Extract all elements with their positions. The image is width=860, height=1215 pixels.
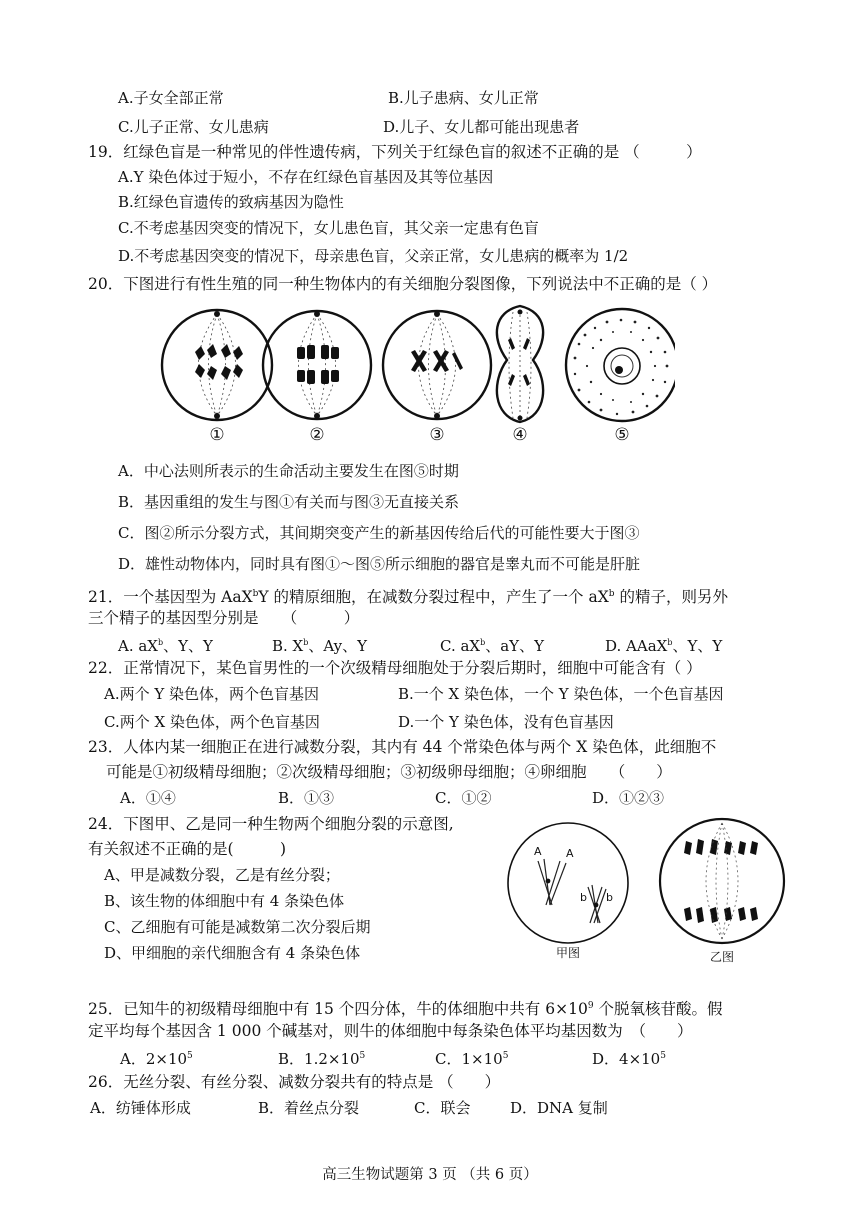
q22-option-b: B.一个 X 染色体，一个 Y 染色体，一个色盲基因 bbox=[398, 685, 724, 703]
q20-option-b: B．基因重组的发生与图①有关而与图③无直接关系 bbox=[118, 493, 460, 511]
q26-option-b: B．着丝点分裂 bbox=[258, 1099, 360, 1117]
cell-division-figure bbox=[155, 300, 675, 450]
q18-option-a: A.子女全部正常 bbox=[118, 89, 224, 107]
q25-option-d: D．$4\times 10^5$ bbox=[592, 1050, 666, 1068]
q25-option-a: A．$2\times 10^5$ bbox=[120, 1050, 193, 1068]
q25-option-c: C．$1\times 10^5$ bbox=[435, 1050, 509, 1068]
q21-option-d: D. AAaX$^b$、Y、Y bbox=[605, 637, 723, 655]
gene-label-b2: b bbox=[606, 891, 613, 904]
q18-option-c: C.儿子正常、女儿患病 bbox=[118, 118, 269, 136]
q21-stem-line1: 21．一个基因型为 AaX$^b$Y 的精原细胞，在减数分裂过程中，产生了一个 $aX^b$ 的精子，则另外 bbox=[88, 588, 728, 607]
q22-option-d: D.一个 Y 染色体，没有色盲基因 bbox=[398, 713, 614, 731]
q24-option-b: B、该生物的体细胞中有 4 条染色体 bbox=[104, 892, 345, 910]
q19-option-b: B.红绿色盲遗传的致病基因为隐性 bbox=[118, 193, 344, 211]
q18-option-b: B.儿子患病、女儿正常 bbox=[388, 89, 539, 107]
q21-stem-line2: 三个精子的基因型分别是 （ ） bbox=[88, 609, 360, 627]
q24-option-d: D、甲细胞的亲代细胞含有 4 条染色体 bbox=[104, 944, 361, 962]
q23-stem-line2: 可能是①初级精母细胞；②次级精母细胞；③初级卵母细胞；④卵细胞 （ ） bbox=[106, 763, 672, 781]
q21-option-b: B. $X^b$、Ay、Y bbox=[272, 637, 367, 655]
q20-stem: 20．下图进行有性生殖的同一种生物体内的有关细胞分裂图像，下列说法中不正确的是（ ） bbox=[88, 275, 718, 293]
q22-stem: 22．正常情况下，某色盲男性的一个次级精母细胞处于分裂后期时，细胞中可能含有（ ） bbox=[88, 659, 702, 677]
q22-option-a: A.两个 Y 染色体，两个色盲基因 bbox=[104, 685, 320, 703]
gene-label-A1: A bbox=[534, 845, 542, 858]
q20-option-a: A．中心法则所表示的生命活动主要发生在图⑤时期 bbox=[118, 462, 459, 480]
page-footer: 高三生物试题第 3 页 （共 6 页） bbox=[322, 1167, 538, 1183]
q23-stem-line1: 23．人体内某一细胞正在进行减数分裂，其内有 44 个常染色体与两个 X 染色体，此细胞不 bbox=[88, 738, 717, 756]
q20-option-c: C．图②所示分裂方式，其间期突变产生的新基因传给后代的可能性要大于图③ bbox=[118, 524, 640, 542]
q23-option-a: A．①④ bbox=[120, 789, 176, 807]
figure-label-5: ⑤ bbox=[614, 425, 630, 445]
q19-option-c: C.不考虑基因突变的情况下，女儿患色盲，其父亲一定患有色盲 bbox=[118, 219, 539, 237]
q24-option-a: A、甲是减数分裂，乙是有丝分裂； bbox=[104, 866, 340, 884]
q26-stem: 26．无丝分裂、有丝分裂、减数分裂共有的特点是 （ ） bbox=[88, 1073, 501, 1091]
q26-option-d: D．DNA 复制 bbox=[510, 1099, 608, 1117]
q26-option-c: C．联会 bbox=[414, 1099, 471, 1117]
fig-jia-label: 甲图 bbox=[555, 946, 581, 960]
figure-label-2: ② bbox=[309, 425, 325, 445]
figure-label-4: ④ bbox=[512, 425, 528, 445]
q20-option-d: D．雄性动物体内，同时具有图①～图⑤所示细胞的器官是睾丸而不可能是肝脏 bbox=[118, 555, 641, 573]
q19-option-d: D.不考虑基因突变的情况下，母亲患色盲，父亲正常，女儿患病的概率为 1/2 bbox=[118, 247, 629, 265]
q19-option-a: A.Y 染色体过于短小，不存在红绿色盲基因及其等位基因 bbox=[118, 168, 494, 186]
q26-option-a: A．纺锤体形成 bbox=[90, 1099, 191, 1117]
q18-option-d: D.儿子、女儿都可能出现患者 bbox=[383, 118, 580, 136]
fig-yi-label: 乙图 bbox=[709, 950, 735, 964]
figure-label-3: ③ bbox=[429, 425, 445, 445]
q25-stem-line1: 25．已知牛的初级精母细胞中有 15 个四分体，牛的体细胞中共有 $6\times 10^9$ 个脱氧核苷酸。假 bbox=[88, 1000, 723, 1019]
q21-option-c: C. $aX^b$、aY、Y bbox=[440, 637, 544, 655]
figure-label-1: ① bbox=[209, 425, 225, 445]
q23-option-d: D．①②③ bbox=[592, 789, 665, 807]
gene-label-A2: A bbox=[566, 847, 574, 860]
q21-option-a: A. $aX^b$、Y、Y bbox=[118, 637, 213, 655]
q19-stem: 19．红绿色盲是一种常见的伴性遗传病，下列关于红绿色盲的叙述不正确的是 （ ） bbox=[88, 143, 702, 161]
q25-stem-line2: 定平均每个基因含 1 000 个碱基对，则牛的体细胞中每条染色体平均基因数为 （ ） bbox=[88, 1022, 693, 1040]
q23-option-b: B．①③ bbox=[278, 789, 335, 807]
q23-option-c: C．①② bbox=[435, 789, 492, 807]
q24-option-c: C、乙细胞有可能是减数第二次分裂后期 bbox=[104, 918, 371, 936]
gene-label-b1: b bbox=[580, 891, 587, 904]
q24-stem-line1: 24．下图甲、乙是同一种生物两个细胞分裂的示意图, bbox=[88, 815, 454, 833]
q24-stem-line2: 有关叙述不正确的是( ) bbox=[88, 840, 287, 858]
q24-figure bbox=[500, 815, 800, 965]
q25-option-b: B．$1.2\times 10^5$ bbox=[278, 1050, 366, 1068]
q22-option-c: C.两个 X 染色体，两个色盲基因 bbox=[104, 713, 320, 731]
